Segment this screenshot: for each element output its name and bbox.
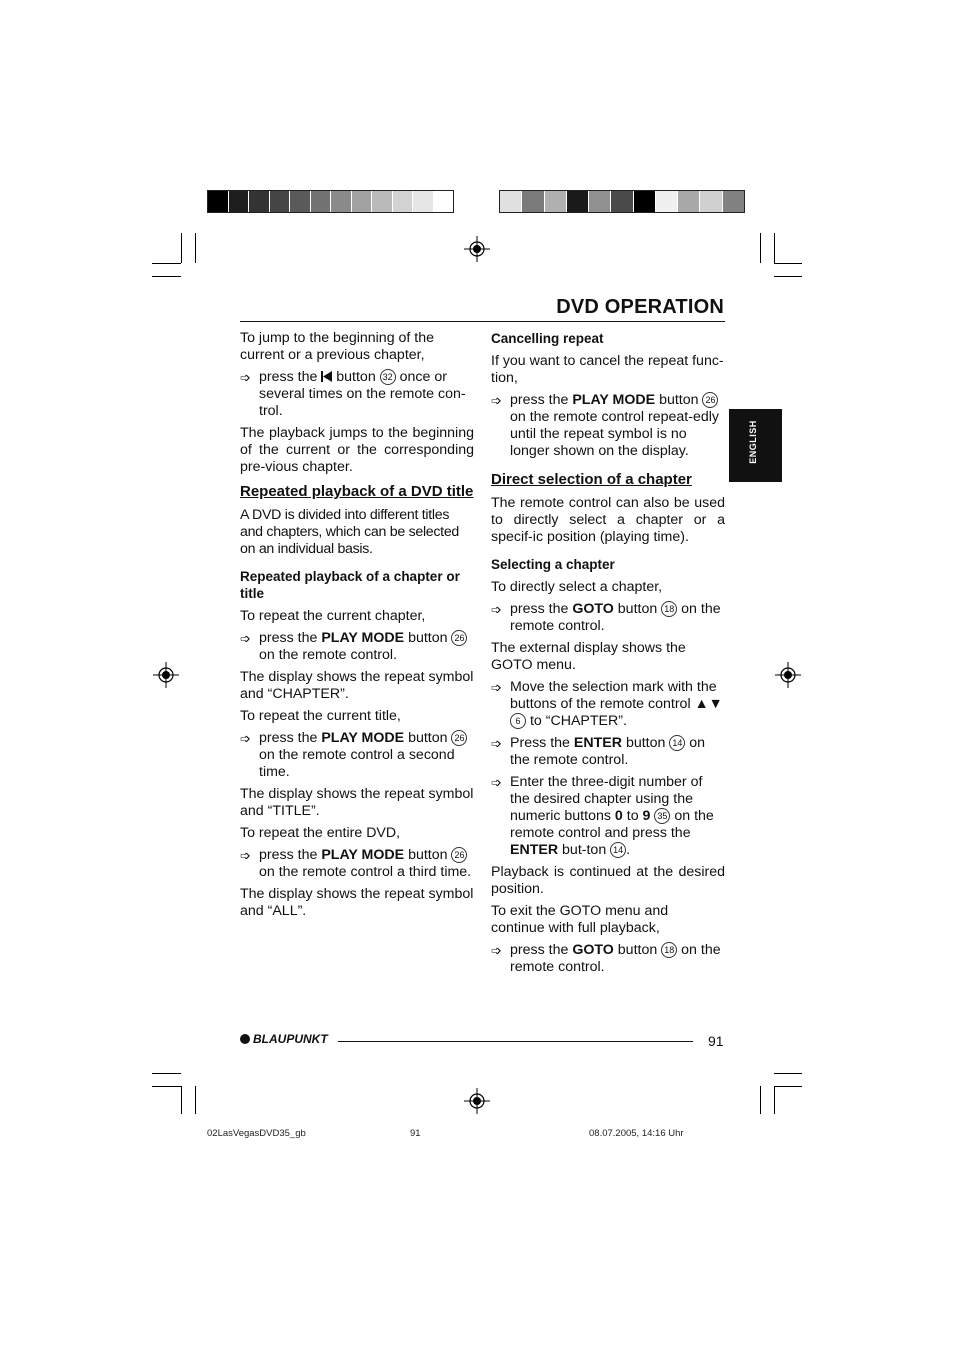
color-swatch bbox=[656, 191, 678, 212]
step-text: on the remote control repeat-edly until the repeat symbol is no longer shown on the display. bbox=[510, 409, 719, 459]
subheading: Cancelling repeat bbox=[491, 331, 604, 346]
arrow-bullet-icon: ➩ bbox=[240, 731, 251, 746]
color-swatch bbox=[208, 191, 229, 212]
instruction-step bbox=[491, 601, 725, 635]
crop-mark bbox=[195, 233, 196, 263]
step-text: press the bbox=[510, 601, 569, 617]
callout-number: 6 bbox=[510, 713, 526, 729]
crop-mark bbox=[195, 1086, 196, 1114]
footer-rule bbox=[338, 1041, 693, 1042]
step-text: Enter the three-digit number of the desired chapter using the numeric buttons bbox=[510, 774, 703, 824]
crop-mark bbox=[181, 1086, 182, 1114]
left-column bbox=[240, 330, 474, 925]
crop-mark bbox=[774, 233, 775, 263]
step-text: Move the selection mark with the buttons of the remote control bbox=[510, 679, 717, 712]
brand-name: BLAUPUNKT bbox=[253, 1032, 328, 1046]
button-name: PLAY MODE bbox=[321, 730, 405, 746]
crop-mark bbox=[774, 1073, 802, 1074]
step-text: on the remote control. bbox=[510, 735, 706, 768]
step-text: button bbox=[625, 735, 666, 751]
crop-mark bbox=[181, 233, 182, 263]
paragraph: The display shows the repeat symbol and “CHAPTER”. bbox=[240, 669, 474, 702]
skip-back-icon bbox=[321, 371, 332, 382]
step-text: press the bbox=[510, 942, 569, 958]
step-text: button bbox=[408, 847, 448, 863]
step-text: to bbox=[626, 808, 639, 824]
arrow-bullet-icon: ➩ bbox=[240, 848, 251, 863]
step-text: but-ton bbox=[562, 842, 607, 858]
color-swatch bbox=[270, 191, 291, 212]
arrow-bullet-icon: ➩ bbox=[491, 943, 502, 958]
crop-mark bbox=[774, 276, 802, 277]
crop-mark bbox=[774, 1086, 802, 1087]
paragraph: To directly select a chapter, bbox=[491, 579, 663, 595]
section-heading: Direct selection of a chapter bbox=[491, 471, 692, 488]
crop-mark bbox=[774, 1086, 775, 1114]
crop-mark bbox=[152, 1073, 181, 1074]
step-text: press the bbox=[259, 369, 318, 385]
registration-mark-icon bbox=[464, 1088, 490, 1114]
print-timestamp: 08.07.2005, 14:16 Uhr bbox=[589, 1128, 684, 1139]
color-swatch bbox=[352, 191, 373, 212]
color-calibration-bar-right bbox=[499, 190, 745, 213]
color-swatch bbox=[229, 191, 250, 212]
crop-mark bbox=[774, 263, 802, 264]
subheading: Selecting a chapter bbox=[491, 557, 615, 572]
section-heading: Repeated playback of a DVD title bbox=[240, 483, 474, 500]
logo-dot-icon bbox=[240, 1034, 250, 1044]
arrow-bullet-icon: ➩ bbox=[240, 631, 251, 646]
subheading: Repeated playback of a chapter or title bbox=[240, 569, 460, 601]
registration-mark-icon bbox=[464, 236, 490, 262]
paragraph: To repeat the entire DVD, bbox=[240, 825, 401, 841]
arrow-bullet-icon: ➩ bbox=[240, 370, 251, 385]
paragraph: To exit the GOTO menu and continue with full playback, bbox=[491, 903, 669, 936]
instruction-step bbox=[491, 735, 725, 769]
color-swatch bbox=[434, 191, 454, 212]
step-text: on the remote control and press the bbox=[510, 808, 714, 841]
step-text: on the remote control a third time. bbox=[259, 864, 472, 880]
crop-mark bbox=[152, 276, 181, 277]
step-text: button bbox=[617, 942, 658, 958]
arrow-bullet-icon: ➩ bbox=[491, 393, 502, 408]
button-name: ENTER bbox=[573, 735, 622, 751]
button-name: 9 bbox=[642, 808, 651, 824]
page-number: 91 bbox=[708, 1033, 724, 1049]
paragraph: The display shows the repeat symbol and “TITLE”. bbox=[240, 786, 474, 819]
color-calibration-bar-left bbox=[207, 190, 454, 213]
button-name: GOTO bbox=[572, 942, 614, 958]
arrow-bullet-icon: ➩ bbox=[491, 736, 502, 751]
instruction-step bbox=[491, 392, 725, 460]
step-text: button bbox=[659, 392, 699, 408]
callout-number: 14 bbox=[669, 735, 685, 751]
color-swatch bbox=[249, 191, 270, 212]
paragraph: To repeat the current title, bbox=[240, 708, 401, 724]
color-swatch bbox=[331, 191, 352, 212]
step-text: on the remote control. bbox=[259, 647, 398, 663]
up-down-arrows-icon: ▲▼ bbox=[694, 696, 723, 712]
color-swatch bbox=[634, 191, 656, 212]
step-text: on the remote control. bbox=[510, 601, 721, 634]
arrow-bullet-icon: ➩ bbox=[491, 680, 502, 695]
paragraph: The playback jumps to the beginning of the current or the corresponding pre-vious chapter. bbox=[240, 425, 474, 475]
color-swatch bbox=[522, 191, 544, 212]
step-text: to “CHAPTER”. bbox=[529, 713, 627, 729]
step-text: Press the bbox=[510, 735, 570, 751]
color-swatch bbox=[372, 191, 393, 212]
step-text: press the bbox=[259, 730, 318, 746]
color-swatch bbox=[678, 191, 700, 212]
callout-number: 18 bbox=[661, 942, 677, 958]
instruction-step bbox=[491, 774, 725, 859]
instruction-step bbox=[491, 679, 725, 730]
step-text: once or several times on the remote con-trol. bbox=[259, 369, 466, 419]
color-swatch bbox=[393, 191, 414, 212]
step-text: . bbox=[626, 842, 631, 858]
print-page-number: 91 bbox=[410, 1128, 421, 1139]
instruction-step bbox=[240, 847, 474, 881]
callout-number: 26 bbox=[451, 847, 467, 863]
color-swatch bbox=[567, 191, 589, 212]
brand-logo bbox=[240, 1032, 328, 1046]
paragraph: The remote control can also be used to directly select a chapter or a specif-ic position (playing time). bbox=[491, 495, 725, 545]
color-swatch bbox=[723, 191, 744, 212]
language-tab-label: ENGLISH bbox=[747, 420, 758, 464]
button-name: ENTER bbox=[510, 842, 559, 858]
button-name: PLAY MODE bbox=[572, 392, 656, 408]
button-name: 0 bbox=[614, 808, 623, 824]
color-swatch bbox=[611, 191, 633, 212]
paragraph: To repeat the current chapter, bbox=[240, 608, 426, 624]
callout-number: 26 bbox=[451, 730, 467, 746]
registration-mark-icon bbox=[153, 662, 179, 688]
instruction-step bbox=[240, 730, 474, 781]
instruction-step bbox=[491, 942, 725, 976]
arrow-bullet-icon: ➩ bbox=[491, 775, 502, 790]
color-swatch bbox=[545, 191, 567, 212]
print-file-name: 02LasVegasDVD35_gb bbox=[207, 1128, 306, 1139]
language-tab bbox=[729, 409, 782, 482]
callout-number: 32 bbox=[380, 369, 396, 385]
callout-number: 14 bbox=[610, 842, 626, 858]
color-swatch bbox=[413, 191, 434, 212]
step-text: button bbox=[617, 601, 658, 617]
step-text: on the remote control. bbox=[510, 942, 721, 975]
crop-mark bbox=[760, 233, 761, 263]
callout-number: 18 bbox=[661, 601, 677, 617]
instruction-step bbox=[240, 630, 474, 664]
crop-mark bbox=[152, 263, 181, 264]
paragraph: Playback is continued at the desired position. bbox=[491, 864, 725, 897]
instruction-step bbox=[240, 369, 474, 420]
page-title: DVD OPERATION bbox=[556, 296, 724, 318]
step-text: press the bbox=[259, 630, 318, 646]
color-swatch bbox=[589, 191, 611, 212]
button-name: PLAY MODE bbox=[321, 630, 405, 646]
step-text: button bbox=[336, 369, 376, 385]
registration-mark-icon bbox=[775, 662, 801, 688]
step-text: press the bbox=[259, 847, 318, 863]
crop-mark bbox=[760, 1086, 761, 1114]
paragraph: The external display shows the GOTO menu. bbox=[491, 640, 686, 673]
paragraph: A DVD is divided into different titles and chapters, which can be selected on an individual basis. bbox=[240, 507, 460, 557]
step-text: button bbox=[408, 630, 448, 646]
step-text: press the bbox=[510, 392, 569, 408]
header-rule bbox=[240, 321, 725, 322]
crop-mark bbox=[152, 1086, 181, 1087]
callout-number: 26 bbox=[702, 392, 718, 408]
right-column bbox=[491, 330, 725, 981]
step-text: on the remote control a second time. bbox=[259, 747, 455, 780]
arrow-bullet-icon: ➩ bbox=[491, 602, 502, 617]
button-name: GOTO bbox=[572, 601, 614, 617]
paragraph: If you want to cancel the repeat func-tion, bbox=[491, 353, 724, 386]
callout-number: 26 bbox=[451, 630, 467, 646]
color-swatch bbox=[311, 191, 332, 212]
color-swatch bbox=[290, 191, 311, 212]
step-text: button bbox=[408, 730, 448, 746]
paragraph: To jump to the beginning of the current or a previous chapter, bbox=[240, 330, 435, 363]
paragraph: The display shows the repeat symbol and “ALL”. bbox=[240, 886, 474, 919]
button-name: PLAY MODE bbox=[321, 847, 405, 863]
color-swatch bbox=[500, 191, 522, 212]
callout-number: 35 bbox=[654, 808, 670, 824]
color-swatch bbox=[700, 191, 722, 212]
